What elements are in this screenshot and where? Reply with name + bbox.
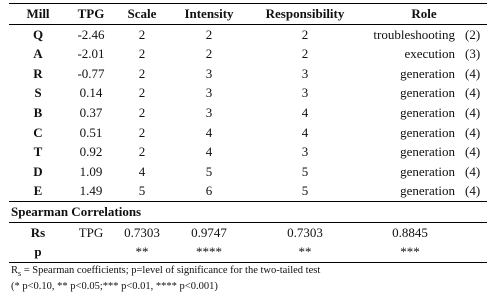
scale-cell: 2	[138, 65, 146, 81]
mill-cell: T	[33, 144, 43, 160]
responsibility-cell: 2	[301, 26, 309, 42]
responsibility-cell: 3	[301, 144, 309, 160]
table-row	[9, 44, 487, 64]
role-cell: troubleshooting	[373, 26, 455, 42]
footnote-significance: (* p<0.10, ** p<0.05;*** p<0.01, **** p<0.001)	[11, 281, 218, 292]
role-cell: generation	[400, 144, 455, 160]
role-number-cell: (4)	[465, 65, 481, 81]
rs-label: Rs	[30, 224, 46, 240]
table-row	[9, 181, 487, 201]
role-cell: generation	[400, 65, 455, 81]
responsibility-cell: 5	[301, 163, 309, 179]
intensity-cell: 6	[169, 181, 249, 201]
scale-cell: 5	[115, 181, 169, 201]
intensity-cell: 2	[205, 46, 213, 62]
intensity-cell: 2	[205, 26, 213, 42]
table-row	[9, 142, 487, 162]
responsibility-cell: 2	[301, 46, 309, 62]
responsibility-cell: 4	[301, 124, 309, 140]
mill-cell: Q	[32, 26, 44, 42]
scale-cell: 2	[138, 144, 146, 160]
role-number-cell: (4)	[465, 85, 481, 101]
header-tpg: TPG	[67, 4, 115, 25]
tpg-cell: 0.92	[79, 144, 103, 160]
mill-cell: S	[34, 85, 42, 101]
role-cell: generation	[361, 181, 459, 201]
rs-scale-cell: 0.7303	[124, 224, 160, 240]
tpg-cell: -0.77	[77, 65, 105, 81]
responsibility-cell: 4	[301, 104, 309, 120]
scale-cell: 2	[138, 26, 146, 42]
scale-cell: 2	[138, 104, 146, 120]
rs-empty-cell	[459, 222, 487, 242]
scale-cell: 4	[138, 163, 146, 179]
role-number-cell: (4)	[465, 163, 481, 179]
rs-tpg-cell: TPG	[78, 224, 104, 240]
intensity-cell: 3	[205, 85, 213, 101]
role-number-cell: (2)	[465, 26, 481, 42]
table-row	[9, 162, 487, 182]
table-row	[9, 24, 487, 44]
intensity-cell: 3	[205, 65, 213, 81]
table-row	[9, 83, 487, 103]
header-row	[9, 4, 487, 25]
p-role-cell: ***	[361, 242, 459, 262]
role-number-cell: (4)	[465, 104, 481, 120]
role-cell: generation	[400, 124, 455, 140]
mill-cell: C	[33, 124, 43, 140]
rs-role-cell: 0.8845	[392, 224, 428, 240]
p-tpg-cell	[67, 242, 115, 262]
tpg-cell: 0.14	[79, 85, 103, 101]
role-cell: generation	[400, 163, 455, 179]
table-row	[9, 103, 487, 123]
table-row	[9, 123, 487, 143]
mill-cell: B	[33, 104, 43, 120]
responsibility-cell: 5	[249, 181, 361, 201]
p-responsibility-cell: **	[249, 242, 361, 262]
footnote-definitions	[11, 265, 320, 278]
spearman-table	[9, 3, 487, 263]
tpg-cell: -2.01	[77, 46, 105, 62]
footnote-r: R	[11, 265, 19, 276]
p-scale-cell: **	[115, 242, 169, 262]
responsibility-cell: 3	[301, 65, 309, 81]
intensity-cell: 3	[205, 104, 213, 120]
header-mill: Mill	[9, 4, 67, 25]
mill-cell: A	[33, 46, 43, 62]
scale-cell: 2	[138, 85, 146, 101]
tpg-cell: -2.46	[77, 26, 105, 42]
role-cell: generation	[400, 85, 455, 101]
section-title: Spearman Correlations	[9, 201, 487, 222]
intensity-cell: 5	[205, 163, 213, 179]
rs-intensity-cell: 0.9747	[191, 224, 227, 240]
header-role: Role	[361, 4, 487, 25]
table-row	[9, 64, 487, 84]
role-number-cell: (4)	[465, 144, 481, 160]
role-number-cell: (4)	[459, 181, 487, 201]
rs-row	[9, 222, 487, 242]
header-scale: Scale	[115, 4, 169, 25]
tpg-cell: 0.51	[79, 124, 103, 140]
role-number-cell: (3)	[465, 46, 481, 62]
rs-responsibility-cell: 0.7303	[287, 224, 323, 240]
mill-cell: R	[33, 65, 43, 81]
tpg-cell: 0.37	[79, 104, 103, 120]
tpg-cell: 1.49	[67, 181, 115, 201]
scale-cell: 2	[138, 124, 146, 140]
section-header-row	[9, 201, 487, 222]
footnote-subscript: s	[18, 269, 22, 279]
mill-cell: E	[9, 181, 67, 201]
intensity-cell: 4	[205, 144, 213, 160]
tpg-cell: 1.09	[79, 163, 103, 179]
footnote-text: = Spearman coefficients; p=level of significance for the two-tailed test	[21, 265, 321, 276]
header-intensity: Intensity	[169, 4, 249, 25]
header-responsibility: Responsibility	[249, 4, 361, 25]
mill-cell: D	[33, 163, 43, 179]
role-cell: execution	[404, 46, 455, 62]
intensity-cell: 4	[205, 124, 213, 140]
p-row	[9, 242, 487, 262]
role-cell: generation	[400, 104, 455, 120]
p-intensity-cell: ****	[169, 242, 249, 262]
p-label: p	[9, 242, 67, 262]
responsibility-cell: 3	[301, 85, 309, 101]
scale-cell: 2	[138, 46, 146, 62]
p-empty-cell	[459, 242, 487, 262]
role-number-cell: (4)	[465, 124, 481, 140]
